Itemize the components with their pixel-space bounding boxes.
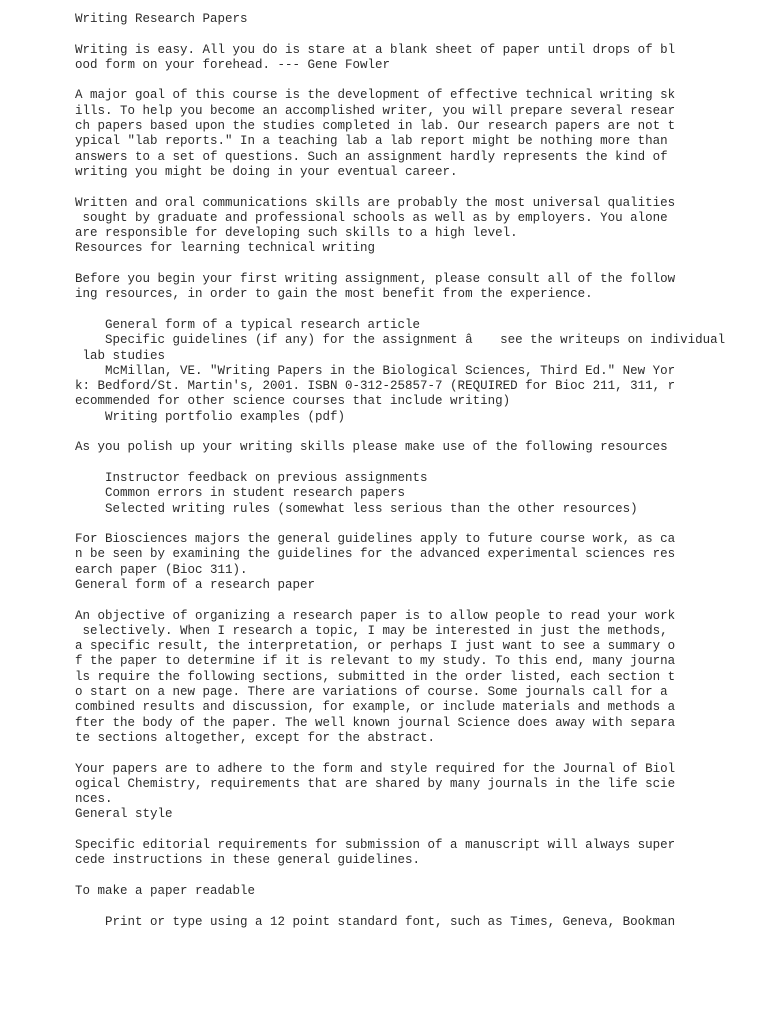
document-line: lab studies — [75, 348, 166, 363]
document-line: Specific editorial requirements for submission of a manuscript will always super — [75, 838, 676, 853]
document-line: Written and oral communications skills are probably the most universal qualities — [75, 195, 676, 210]
document-line: General form of a typical research article — [75, 317, 421, 332]
document-line — [75, 180, 755, 195]
document-line — [75, 456, 755, 471]
document-line: Print or type using a 12 point standard font, such as Times, Geneva, Bookman — [75, 914, 676, 929]
document-line: Common errors in student research papers — [75, 486, 406, 501]
document-line: Your papers are to adhere to the form and style required for the Journal of Biol — [75, 761, 676, 776]
document-line — [75, 899, 755, 914]
document-line — [75, 517, 755, 532]
document-line: ing resources, in order to gain the most benefit from the experience. — [75, 287, 593, 302]
document-line: f the paper to determine if it is relevant to my study. To this end, many journa — [75, 654, 676, 669]
document-line: sought by graduate and professional schools as well as by employers. You alone — [75, 210, 668, 225]
document-line — [75, 425, 755, 440]
document-line: General form of a research paper — [75, 577, 316, 592]
document-line: General style — [75, 807, 173, 822]
document-line: Before you begin your first writing assignment, please consult all of the follow — [75, 272, 676, 287]
document-line: ogical Chemistry, requirements that are shared by many journals in the life scie — [75, 776, 676, 791]
document-line: selectively. When I research a topic, I may be interested in just the methods, — [75, 623, 668, 638]
document-line: Selected writing rules (somewhat less serious than the other resources) — [75, 501, 638, 516]
document-line: Instructor feedback on previous assignments — [75, 470, 428, 485]
document-line — [75, 73, 755, 88]
document-line: McMillan, VE. "Writing Papers in the Biological Sciences, Third Ed." New Yor — [75, 363, 676, 378]
document-line — [75, 257, 755, 272]
document-line: ecommended for other science courses that include writing) — [75, 394, 511, 409]
document-line: Writing portfolio examples (pdf) — [75, 409, 346, 424]
document-line: n be seen by examining the guidelines for the advanced experimental sciences res — [75, 547, 676, 562]
document-line: ls require the following sections, submitted in the order listed, each section t — [75, 669, 676, 684]
document-line: Resources for learning technical writing — [75, 241, 376, 256]
document-line: fter the body of the paper. The well known journal Science does away with separa — [75, 715, 676, 730]
document-line: a specific result, the interpretation, or perhaps I just want to see a summary o — [75, 639, 676, 654]
document-line: For Biosciences majors the general guidelines apply to future course work, as ca — [75, 532, 676, 547]
document-line: k: Bedford/St. Martin's, 2001. ISBN 0-312-25857-7 (REQUIRED for Bioc 211, 311, r — [75, 379, 676, 394]
document-line — [75, 746, 755, 761]
document-line: As you polish up your writing skills please make use of the following resources — [75, 440, 668, 455]
document-line: An objective of organizing a research paper is to allow people to read your work — [75, 608, 676, 623]
document-line: ood form on your forehead. --- Gene Fowler — [75, 57, 391, 72]
document-line: o start on a new page. There are variations of course. Some journals call for a — [75, 685, 668, 700]
document-line: answers to a set of questions. Such an assignment hardly represents the kind of — [75, 149, 668, 164]
document-line: writing you might be doing in your eventual career. — [75, 164, 458, 179]
document-line: te sections altogether, except for the abstract. — [75, 730, 436, 745]
document-line: To make a paper readable — [75, 883, 256, 898]
document-line: Specific guidelines (if any) for the assignment â see the writeups on individual — [75, 333, 726, 348]
document-line: nces. — [75, 792, 113, 807]
document-line: ills. To help you become an accomplished writer, you will prepare several resear — [75, 103, 676, 118]
document-line — [75, 593, 755, 608]
document-body — [75, 12, 755, 930]
document-line — [75, 869, 755, 884]
document-line: Writing Research Papers — [75, 12, 248, 26]
document-line: earch paper (Bioc 311). — [75, 562, 248, 577]
document-line — [75, 303, 755, 318]
document-line: combined results and discussion, for example, or include materials and methods a — [75, 700, 676, 715]
document-line — [75, 823, 755, 838]
document-line: ch papers based upon the studies completed in lab. Our research papers are not t — [75, 119, 676, 134]
document-line: ypical "lab reports." In a teaching lab a lab report might be nothing more than — [75, 134, 668, 149]
document-line — [75, 27, 755, 42]
document-line: Writing is easy. All you do is stare at a blank sheet of paper until drops of bl — [75, 42, 676, 57]
document-line: A major goal of this course is the development of effective technical writing sk — [75, 88, 676, 103]
document-line: cede instructions in these general guidelines. — [75, 853, 421, 868]
document-line: are responsible for developing such skills to a high level. — [75, 226, 518, 241]
